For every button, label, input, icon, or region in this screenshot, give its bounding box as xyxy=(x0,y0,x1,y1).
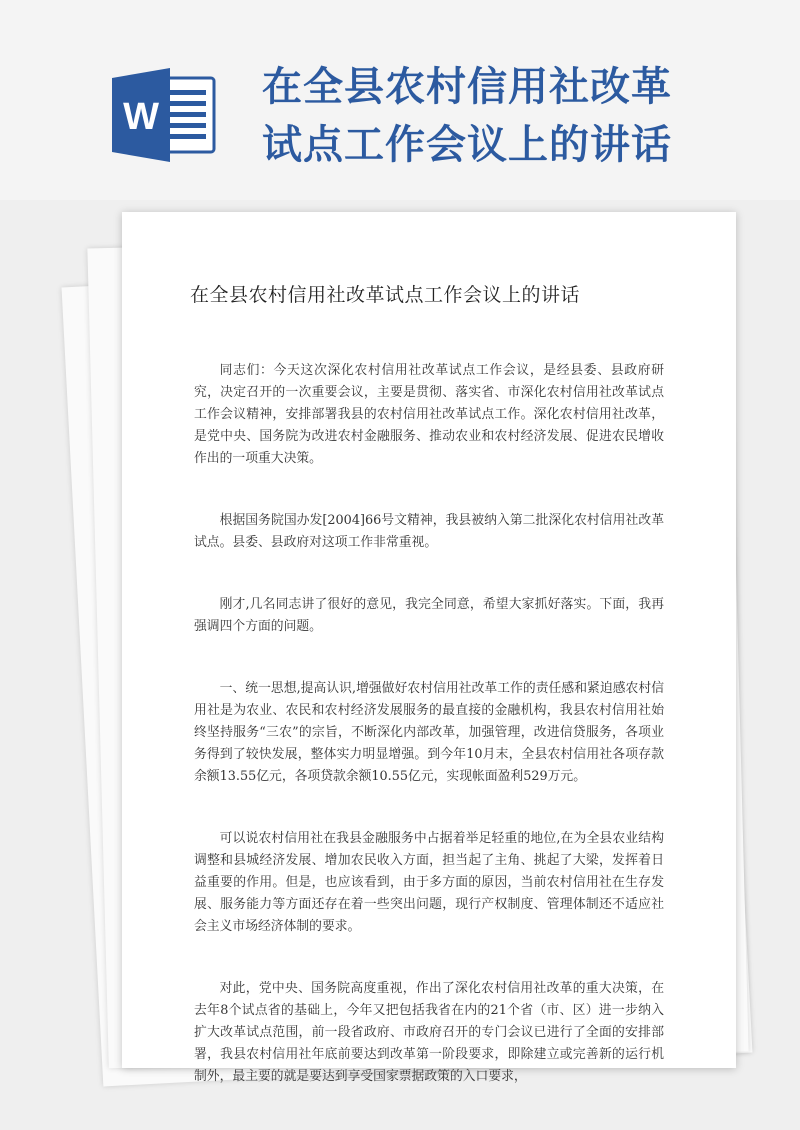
document-title: 在全县农村信用社改革试点工作会议上的讲话 xyxy=(190,284,581,306)
word-doc-icon xyxy=(112,68,218,162)
paragraph: 根据国务院国办发[2004]66号文精神，我县被纳入第二批深化农村信用社改革试点。县委、县政府对这项工作非常重视。 xyxy=(194,513,664,550)
header-banner xyxy=(0,0,800,200)
paragraph: 可以说农村信用社在我县金融服务中占据着举足轻重的地位,在为全县农业结构调整和县城经济发展、增加农民收入方面，担当起了主角、挑起了大梁，发挥着日益重要的作用。但是，也应该看到，由于多方面的原因，当前农村信用社在生存发展、服务能力等方面还存在着一些突出问题，现行产权制度、管理体制还不适应社会主义市场经济体制的要求。 xyxy=(194,831,664,934)
paragraph: 一、统一思想,提高认识,增强做好农村信用社改革工作的责任感和紧迫感农村信用社是为农业、农民和农村经济发展服务的最直接的金融机构，我县农村信用社始终坚持服务“三农”的宗旨，不断深化内部改革，加强管理，改进信贷服务，各项业务得到了较快发展，整体实力明显增强。到今年10月末，全县农村信用社各项存款余额13.55亿元，各项贷款余额10.55亿元，实现帐面盈利529万元。 xyxy=(194,681,664,784)
banner-title-line1: 在全县农村信用社改革 xyxy=(262,64,672,110)
banner-title xyxy=(262,58,782,174)
logo-letter: W xyxy=(123,96,159,138)
paragraph: 同志们：今天这次深化农村信用社改革试点工作会议，是经县委、县政府研究，决定召开的一次重要会议，主要是贯彻、落实省、市深化农村信用社改革试点工作会议精神，安排部署我县的农村信用社改革试点工作。深化农村信用社改革，是党中央、国务院为改进农村金融服务、推动农业和农村经济发展、促进农民增收作出的一项重大决策。 xyxy=(194,363,664,466)
banner-title-line2: 试点工作会议上的讲话 xyxy=(262,122,672,168)
document-body xyxy=(194,360,664,1128)
paragraph: 对此，党中央、国务院高度重视，作出了深化农村信用社改革的重大决策，在去年8个试点省的基础上，今年又把包括我省在内的21个省（市、区）进一步纳入扩大改革试点范围，前一段省政府、市政府召开的专门会议已进行了全面的安排部署，我县农村信用社年底前要达到改革第一阶段要求，即除建立或完善新的运行机制外，最主要的就是要达到享受国家票据政策的入口要求， xyxy=(194,981,664,1084)
document-page xyxy=(122,212,736,1084)
paragraph: 刚才,几名同志讲了很好的意见，我完全同意，希望大家抓好落实。下面，我再强调四个方面的问题。 xyxy=(194,597,664,634)
